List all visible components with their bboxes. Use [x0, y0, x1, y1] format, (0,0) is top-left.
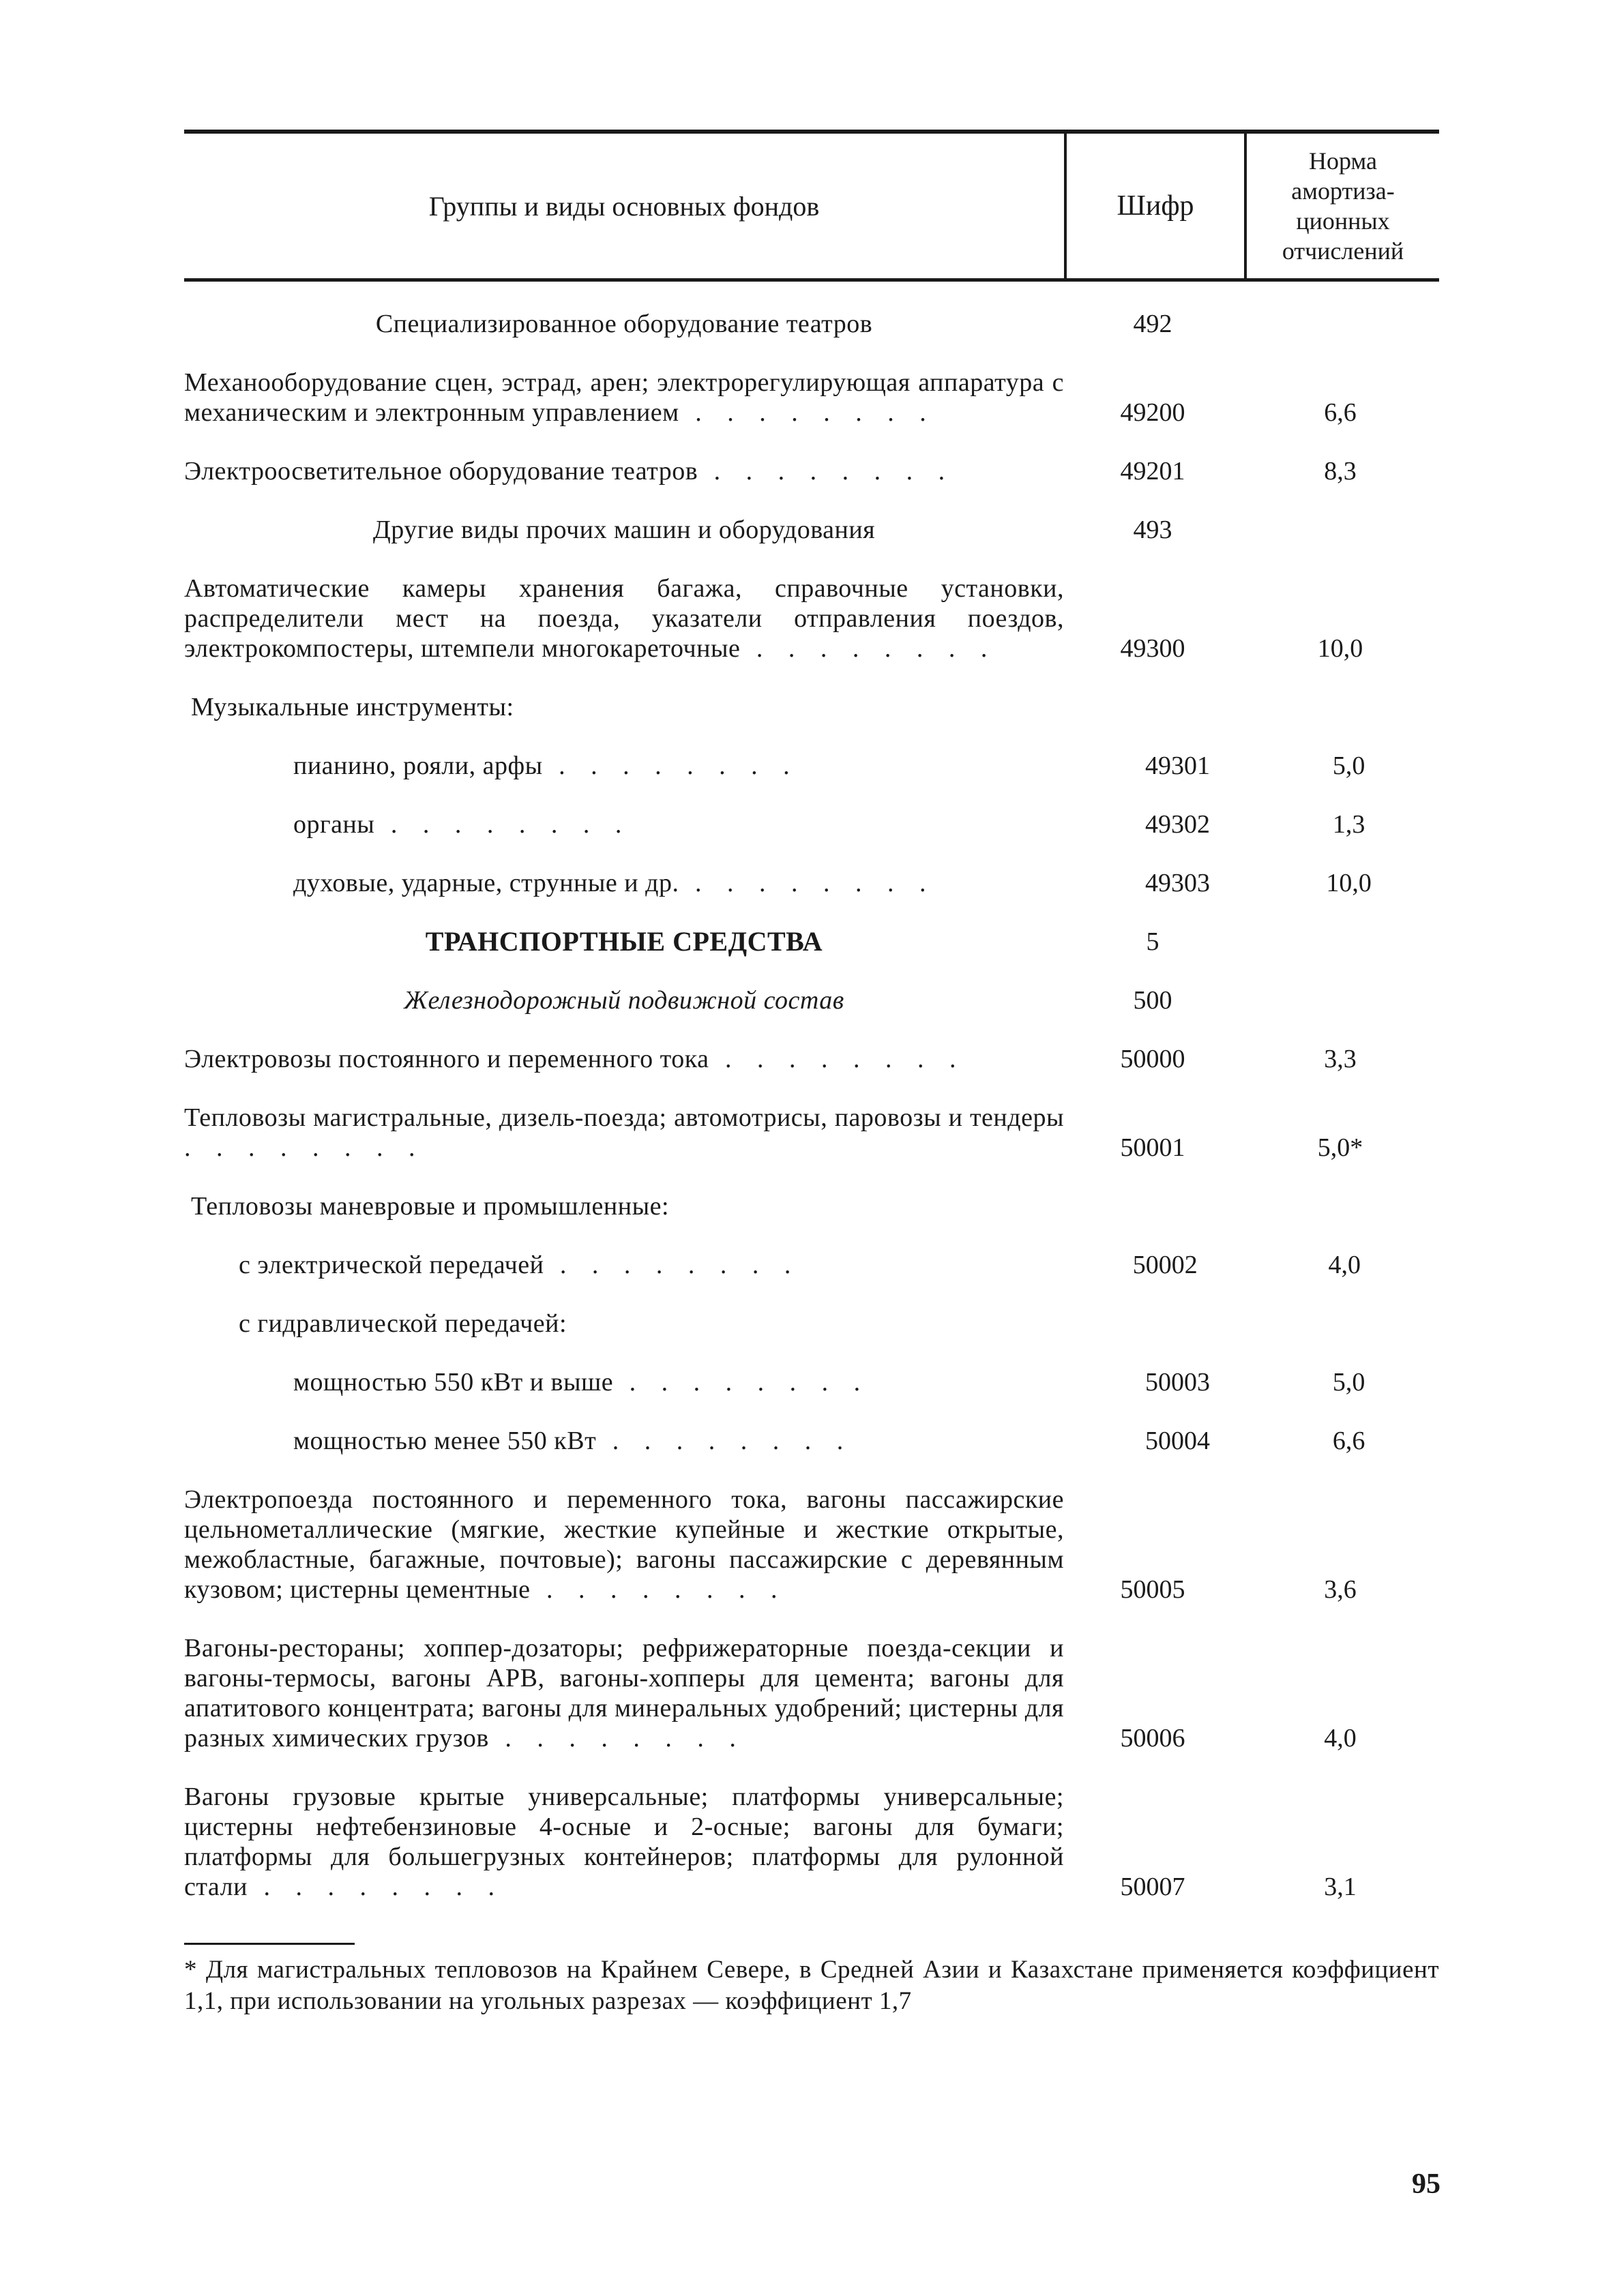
row-name-text: Электровозы постоянного и переменного тока	[184, 1045, 709, 1073]
row-norm: 3,3	[1324, 1045, 1357, 1073]
table-row	[184, 309, 1439, 339]
row-name-text: с гидравлической передачей:	[239, 1309, 567, 1338]
row-name	[184, 1191, 1066, 1221]
row-name-text: духовые, ударные, струнные и др.	[293, 869, 679, 897]
row-name	[184, 868, 1097, 898]
row-name	[184, 1367, 1097, 1397]
row-name	[184, 456, 1064, 486]
row-code: 493	[1133, 516, 1172, 544]
row-code: 492	[1133, 310, 1172, 338]
row-name	[184, 368, 1064, 428]
table-body	[184, 309, 1439, 1902]
header-norm-line: ционных	[1296, 207, 1390, 235]
leader-dots: . . . . . . . .	[544, 1251, 801, 1279]
leader-dots: . . . . . . . .	[679, 398, 936, 427]
leader-dots: . . . . . . . .	[247, 1873, 504, 1901]
row-name-text: Музыкальные инструменты:	[191, 693, 514, 721]
leader-dots: . . . . . . . .	[542, 751, 799, 780]
row-code: 49303	[1145, 869, 1211, 897]
header-code: Шифр	[1064, 134, 1247, 278]
table-row	[184, 456, 1439, 486]
row-code: 49200	[1120, 398, 1185, 427]
row-name	[184, 1426, 1097, 1456]
row-norm: 3,6	[1324, 1575, 1357, 1604]
leader-dots: . . . . . . . .	[740, 634, 997, 663]
row-name-text: пианино, рояли, арфы	[293, 751, 543, 780]
header-norm-line: Норма	[1309, 147, 1377, 175]
leader-dots: . . . . . . . .	[184, 1133, 425, 1162]
table-row	[184, 1367, 1439, 1397]
row-name	[184, 1485, 1064, 1605]
table-row	[184, 985, 1439, 1015]
row-name-text: Вагоны-рестораны; хоппер-дозаторы; рефрижераторные поезда-секции и вагоны-термосы, вагоны АРВ, вагоны-хопперы для цемента; вагоны для апатитового концентрата; вагоны для минеральных удобрений; цистерны для разных химических грузов	[184, 1634, 1064, 1753]
table-row	[184, 573, 1439, 664]
header-norm-line: амортиза-	[1291, 177, 1395, 205]
row-name	[184, 1103, 1064, 1163]
row-name-text: Автоматические камеры хранения багажа, справочные установки, распределители мест на поезда, указатели отправления поездов, электрокомпостеры, штемпели многокареточные	[184, 574, 1064, 663]
row-code: 50003	[1145, 1368, 1211, 1397]
row-norm: 10,0	[1326, 869, 1372, 897]
row-norm: 4,0	[1324, 1724, 1357, 1753]
row-name-text: органы	[293, 810, 375, 839]
row-code: 49302	[1145, 810, 1211, 839]
row-name-text: ТРАНСПОРТНЫЕ СРЕДСТВА	[425, 926, 823, 957]
header-norm-line: отчислений	[1282, 237, 1404, 265]
leader-dots: . . . . . . . .	[679, 869, 936, 897]
table-row	[184, 927, 1439, 957]
page	[184, 130, 1439, 2017]
row-code: 49201	[1120, 457, 1185, 486]
row-norm: 4,0	[1328, 1251, 1361, 1279]
row-name	[184, 1782, 1064, 1902]
header-groups: Группы и виды основных фондов	[428, 190, 820, 222]
row-name-text: Тепловозы маневровые и промышленные:	[191, 1192, 670, 1221]
table-row	[184, 809, 1439, 839]
table-row	[184, 515, 1439, 545]
table-row	[184, 868, 1439, 898]
header-norm	[1244, 134, 1442, 278]
row-norm: 8,3	[1324, 457, 1357, 486]
row-norm: 10,0	[1317, 634, 1363, 663]
row-name	[184, 751, 1097, 781]
footnote: * Для магистральных тепловозов на Крайнем Севере, в Средней Азии и Казахстане применяется коэффициент 1,1, при использовании на угольных разрезах — коэффициент 1,7	[184, 1956, 1439, 2015]
row-norm: 5,0*	[1317, 1133, 1363, 1162]
table-row	[184, 1485, 1439, 1605]
row-name	[184, 1309, 1080, 1339]
row-name-text: мощностью менее 550 кВт	[293, 1427, 597, 1455]
row-name	[184, 985, 1064, 1015]
leader-dots: . . . . . . . .	[698, 457, 955, 486]
table-row	[184, 1191, 1439, 1221]
footnote-divider	[184, 1943, 355, 1945]
row-name	[184, 692, 1066, 722]
row-name-text: мощностью 550 кВт и выше	[293, 1368, 614, 1397]
row-name	[184, 1250, 1080, 1280]
row-name-text: Другие виды прочих машин и оборудования	[372, 516, 876, 544]
row-code: 50001	[1120, 1133, 1185, 1162]
row-name	[184, 809, 1097, 839]
row-name-text: Железнодорожный подвижной состав	[404, 986, 844, 1015]
row-code: 50000	[1120, 1045, 1185, 1073]
page-number: 95	[1412, 2168, 1440, 2200]
table-header	[184, 130, 1439, 282]
row-norm: 6,6	[1324, 398, 1357, 427]
row-code: 50002	[1132, 1251, 1198, 1279]
row-norm: 6,6	[1332, 1427, 1365, 1455]
table-row	[184, 1633, 1439, 1753]
row-name-text: Электропоезда постоянного и переменного тока, вагоны пассажирские цельнометаллические (мягкие, жесткие купейные и жесткие открытые, межобластные, багажные, почтовые); вагоны пассажирские с деревянным кузовом; цистерны цементные	[184, 1485, 1064, 1604]
row-code: 50006	[1120, 1724, 1185, 1753]
row-norm: 1,3	[1332, 810, 1365, 839]
table-row	[184, 1309, 1439, 1339]
table-row	[184, 1426, 1439, 1456]
row-code: 5	[1146, 927, 1159, 956]
row-name	[184, 927, 1064, 957]
leader-dots: . . . . . . . .	[613, 1368, 870, 1397]
row-norm: 3,1	[1324, 1873, 1357, 1901]
row-code: 50004	[1145, 1427, 1211, 1455]
table-row	[184, 368, 1439, 428]
row-name-text: Специализированное оборудование театров	[375, 310, 873, 338]
leader-dots: . . . . . . . .	[709, 1045, 966, 1073]
table-row	[184, 1044, 1439, 1074]
leader-dots: . . . . . . . .	[596, 1427, 853, 1455]
table-row	[184, 1782, 1439, 1902]
table-row	[184, 751, 1439, 781]
row-norm: 5,0	[1332, 751, 1365, 780]
row-code: 49301	[1145, 751, 1211, 780]
row-code: 50005	[1120, 1575, 1185, 1604]
row-name	[184, 573, 1064, 664]
leader-dots: . . . . . . . .	[488, 1724, 745, 1753]
row-name	[184, 1633, 1064, 1753]
row-code: 500	[1133, 986, 1172, 1015]
leader-dots: . . . . . . . .	[374, 810, 632, 839]
table-row	[184, 1103, 1439, 1163]
row-code: 49300	[1120, 634, 1185, 663]
row-norm: 5,0	[1332, 1368, 1365, 1397]
row-name-text: Электроосветительное оборудование театров	[184, 457, 698, 486]
row-name-text: Механооборудование сцен, эстрад, арен; электрорегулирующая аппаратура с механическим и электронным управлением	[184, 368, 1064, 427]
leader-dots: . . . . . . . .	[530, 1575, 787, 1604]
row-name-text: с электрической передачей	[239, 1251, 544, 1279]
row-name	[184, 515, 1064, 545]
row-code: 50007	[1120, 1873, 1185, 1901]
row-name-text: Тепловозы магистральные, дизель-поезда; автомотрисы, паровозы и тендеры	[184, 1103, 1064, 1132]
table-row	[184, 692, 1439, 722]
table-row	[184, 1250, 1439, 1280]
row-name	[184, 309, 1064, 339]
row-name-text: Вагоны грузовые крытые универсальные; платформы универсальные; цистерны нефтебензиновые 4-осные и 2-осные; вагоны для бумаги; платформы для большегрузных контейнеров; платформы для рулонной стали	[184, 1783, 1064, 1901]
row-name	[184, 1044, 1064, 1074]
